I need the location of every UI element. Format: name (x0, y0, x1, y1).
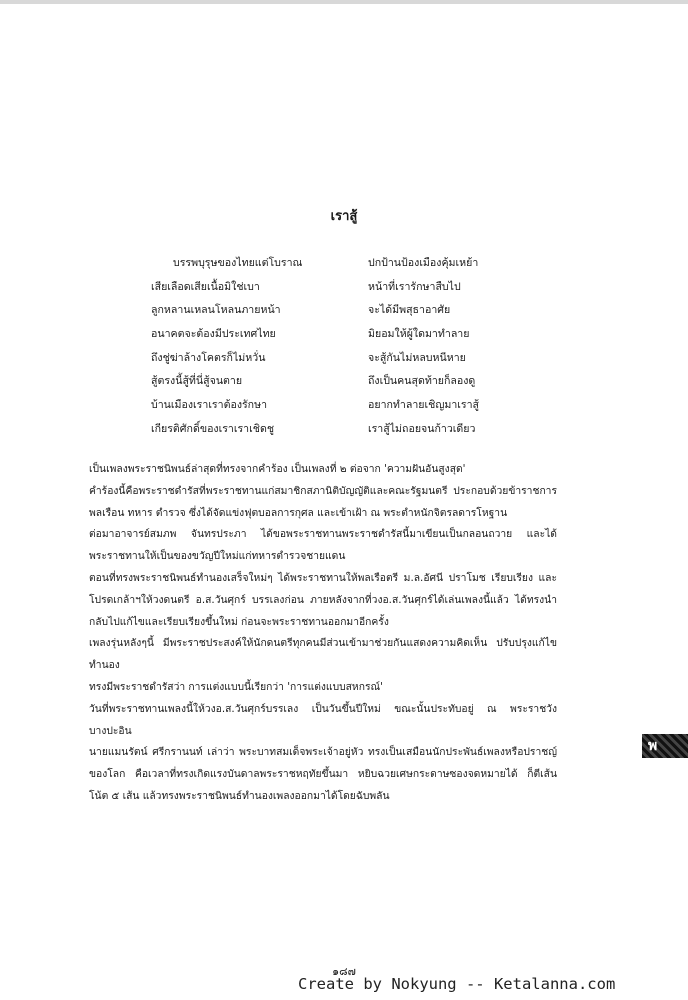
poem-row (0, 396, 688, 420)
page-edge (0, 0, 688, 4)
page-number: ๑๘๗ (332, 965, 356, 978)
poem-line-left: ถึงชู่ฆ่าล้างโคตรก็ไม่หวั่น (151, 351, 266, 364)
paragraph: เพลงรุ่นหลังๆนี้ มีพระราชประสงค์ให้นักดนตรีทุกคนมีส่วนเข้ามาช่วยกันแสดงความคิดเห็น ปรับปรุงแก้ไขทำนอง (89, 637, 557, 672)
poem-line-left: อนาคตจะต้องมีประเทศไทย (151, 328, 276, 341)
poem-line-right: จะสู้กันไม่หลบหนีหาย (368, 351, 466, 364)
poem-line-left: เกียรติศักดิ์ของเราเราเชิดชู (151, 422, 275, 435)
poem-line-left: สู้ตรงนี้สู้ที่นี่สู้จนตาย (151, 375, 243, 388)
poem-line-left: บ้านเมืองเราเราต้องรักษา (151, 399, 268, 412)
poem-line-left: บรรพบุรุษของไทยแต่โบราณ (173, 257, 303, 269)
poem-line-right: มิยอมให้ผู้ใดมาทำลาย (368, 328, 470, 341)
poem-row (0, 278, 688, 302)
poem-row (0, 372, 688, 396)
poem-line-right: ปกป้านป้องเมืองคุ้มเหย้า (368, 257, 479, 269)
poem-row (0, 254, 688, 278)
poem-row (0, 349, 688, 373)
index-tab (642, 734, 688, 758)
paragraph: คำร้องนี้คือพระราชดำรัสที่พระราชทานแก่สมาชิกสภานิติบัญญัติและคณะรัฐมนตรี ประกอบด้วยข้าราชการ พลเรือน ทหาร ตำรวจ ซึ่งได้จัดแข่งฟุตบอลการกุศล และเข้าเฝ้า ณ พระตำหนักจิตรลดารโหฐาน (89, 484, 557, 519)
poem (0, 254, 688, 444)
watermark: Create by Nokyung -- Ketalanna.com (298, 975, 616, 993)
poem-line-right: อยากทำลายเชิญมาเราสู้ (368, 399, 480, 412)
poem-row (0, 420, 688, 444)
body-text (89, 459, 557, 808)
paragraph: นายแมนรัตน์ ศรีกรานนท์ เล่าว่า พระบาทสมเด็จพระเจ้าอยู่หัว ทรงเป็นเสมือนนักประพันธ์เพลงหรือปราชญ์ของโลก คือเวลาที่ทรงเกิดแรงบันดาลพระราชหฤทัยขึ้นมา หยิบฉวยเศษกระดาษซองจดหมายได้ ก็ตีเส้นโน้ต ๕ เส้น แล้วทรงพระราชนิพนธ์ทำนองเพลงออกมาได้โดยฉับพลัน (89, 746, 557, 802)
poem-line-left: เสียเลือดเสียเนื้อมิใช่เบา (151, 280, 260, 293)
paragraph: ต่อมาอาจารย์สมภพ จันทรประภา ได้ขอพระราชทานพระราชดำรัสนี้มาเขียนเป็นกลอนถวาย และได้พระราชทานให้เป็นของขวัญปีใหม่แก่ทหารตำรวจชายแดน (89, 528, 557, 563)
poem-line-left: ลูกหลานเหลนโหลนภายหน้า (151, 304, 281, 317)
poem-line-right: หน้าที่เรารักษาสืบไป (368, 280, 461, 293)
poem-row (0, 301, 688, 325)
paragraph: วันที่พระราชทานเพลงนี้ให้วงอ.ส.วันศุกร์บรรเลง เป็นวันขึ้นปีใหม่ ขณะนั้นประทับอยู่ ณ พระราชวังบางปะอิน (89, 702, 557, 737)
poem-line-right: จะได้มีพสุธาอาศัย (368, 304, 451, 317)
poem-line-right: ถึงเป็นคนสุดท้ายก็ลองดู (368, 375, 476, 388)
poem-line-right: เราสู้ไม่ถอยจนก้าวเดียว (368, 422, 476, 435)
poem-row (0, 325, 688, 349)
page-title: เราสู้ (330, 209, 358, 224)
paragraph: ตอนที่ทรงพระราชนิพนธ์ทำนองเสร็จใหม่ๆ ได้พระราชทานให้พลเรือตรี ม.ล.อัศนี ปราโมช เรียบเรียง และโปรดเกล้าฯให้วงดนตรี อ.ส.วันศุกร์ บรรเลงก่อน ภายหลังจากที่วงอ.ส.วันศุกร์ได้เล่นเพลงนี้แล้ว ได้ทรงนำกลับไปแก้ไขและเรียบเรียงขึ้นใหม่ ก่อนจะพระราชทานออกมาอีกครั้ง (89, 571, 557, 628)
index-tab-label: พ (648, 738, 658, 754)
paragraph: เป็นเพลงพระราชนิพนธ์ล่าสุดที่ทรงจากคำร้อง เป็นเพลงที่ ๒ ต่อจาก 'ความฝันอันสูงสุด' (89, 463, 466, 475)
paragraph: ทรงมีพระราชดำรัสว่า การแต่งแบบนี้เรียกว่า 'การแต่งแบบสหกรณ์' (89, 680, 383, 693)
